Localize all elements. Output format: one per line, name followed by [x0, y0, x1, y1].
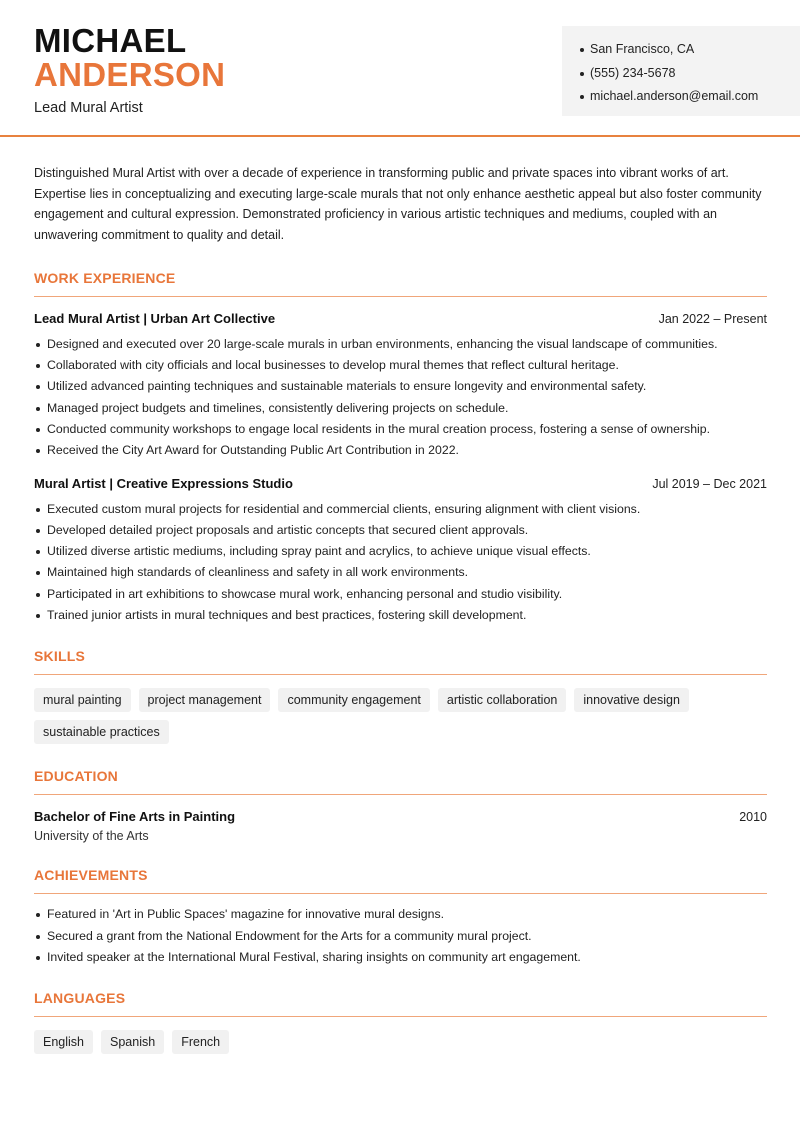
skill-tag: artistic collaboration — [438, 688, 566, 712]
list-item: Received the City Art Award for Outstanding Public Art Contribution in 2022. — [34, 440, 767, 461]
list-item: Trained junior artists in mural techniques and best practices, fostering skill development. — [34, 605, 767, 626]
school-name: University of the Arts — [34, 829, 149, 844]
last-name: ANDERSON — [34, 56, 226, 93]
job-entry — [34, 311, 767, 462]
job-date: Jan 2022 – Present — [658, 311, 767, 326]
skill-tag: sustainable practices — [34, 720, 169, 744]
degree-title: Bachelor of Fine Arts in Painting — [34, 809, 236, 825]
list-item: Managed project budgets and timelines, consistently delivering projects on schedule. — [34, 398, 767, 419]
resume-body — [34, 163, 767, 1054]
education-entry — [34, 809, 767, 843]
language-tags — [34, 1030, 767, 1054]
job-bullets — [34, 334, 767, 462]
list-item: Executed custom mural projects for residential and commercial clients, ensuring alignment with client visions. — [34, 499, 767, 520]
job-role: Lead Mural Artist — [34, 100, 143, 116]
job-entry — [34, 476, 767, 627]
professional-summary: Distinguished Mural Artist with over a decade of experience in transforming public and private spaces into vibrant works of art. Expertise lies in conceptualizing and executing large-scale murals that not only enhance aesthetic appeal but also foster community engagement and cultural expression. Demonstrated proficiency in various artistic techniques and mediums, coupled with an unwavering commitment to quality and detail. — [34, 166, 762, 243]
job-date: Jul 2019 – Dec 2021 — [652, 476, 767, 491]
skills-section — [34, 648, 767, 744]
graduation-year: 2010 — [739, 810, 767, 825]
skill-tags — [34, 688, 767, 744]
list-item: Maintained high standards of cleanliness and safety in all work environments. — [34, 562, 767, 583]
list-item: Collaborated with city officials and local businesses to develop mural themes that reflect cultural heritage. — [34, 355, 767, 376]
contact-location: San Francisco, CA — [580, 38, 800, 62]
candidate-name — [34, 24, 225, 92]
achievements-section — [34, 867, 767, 968]
skill-tag: community engagement — [278, 688, 429, 712]
job-title: Mural Artist | Creative Expressions Studio — [34, 475, 293, 491]
job-bullets — [34, 499, 767, 627]
education-section — [34, 768, 767, 843]
section-title-work: WORK EXPERIENCE — [34, 270, 767, 297]
list-item: Featured in 'Art in Public Spaces' magazine for innovative mural designs. — [34, 904, 767, 925]
section-title-skills: SKILLS — [34, 648, 767, 675]
section-title-languages: LANGUAGES — [34, 990, 767, 1017]
section-title-education: EDUCATION — [34, 768, 767, 795]
list-item: Invited speaker at the International Mural Festival, sharing insights on community art engagement. — [34, 947, 767, 968]
contact-email[interactable]: michael.anderson@email.com — [580, 85, 800, 109]
contact-box — [562, 26, 800, 116]
list-item: Conducted community workshops to engage local residents in the mural creation process, fostering a sense of ownership. — [34, 419, 767, 440]
first-name: MICHAEL — [34, 22, 187, 59]
list-item: Designed and executed over 20 large-scale murals in urban environments, enhancing the visual landscape of communities. — [34, 334, 767, 355]
list-item: Participated in art exhibitions to showcase mural work, enhancing personal and studio visibility. — [34, 584, 767, 605]
list-item: Developed detailed project proposals and artistic concepts that secured client approvals. — [34, 520, 767, 541]
list-item: Utilized diverse artistic mediums, including spray paint and acrylics, to achieve unique visual effects. — [34, 541, 767, 562]
list-item: Secured a grant from the National Endowment for the Arts for a community mural project. — [34, 926, 767, 947]
skill-tag: mural painting — [34, 688, 131, 712]
languages-section — [34, 990, 767, 1054]
skill-tag: project management — [139, 688, 271, 712]
language-tag: English — [34, 1030, 93, 1054]
achievement-list — [34, 904, 767, 968]
section-title-achievements: ACHIEVEMENTS — [34, 867, 767, 894]
language-tag: Spanish — [101, 1030, 164, 1054]
job-title: Lead Mural Artist | Urban Art Collective — [34, 310, 276, 326]
resume-header — [0, 0, 800, 137]
language-tag: French — [172, 1030, 229, 1054]
contact-phone: (555) 234-5678 — [580, 62, 800, 86]
list-item: Utilized advanced painting techniques and sustainable materials to ensure longevity and environmental safety. — [34, 376, 767, 397]
work-experience-section — [34, 270, 767, 627]
skill-tag: innovative design — [574, 688, 689, 712]
